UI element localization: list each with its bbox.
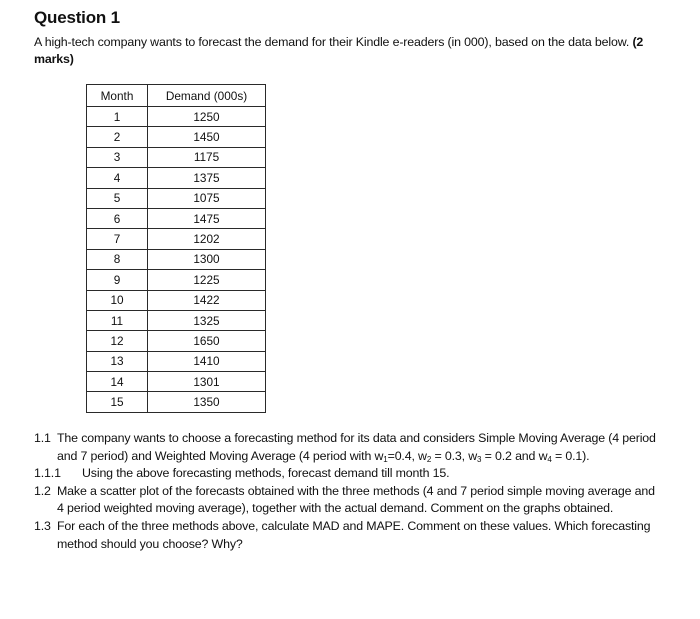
intro-paragraph bbox=[34, 34, 664, 68]
question-title: Question 1 bbox=[34, 8, 120, 27]
question-1-1 bbox=[34, 430, 656, 465]
question-1-2 bbox=[34, 483, 656, 518]
question-list bbox=[34, 430, 656, 553]
month-cell: 3 bbox=[87, 147, 148, 167]
table-row bbox=[87, 310, 266, 330]
question-number: 1.2 bbox=[34, 483, 51, 498]
question-text: Using the above forecasting methods, forecast demand till month 15. bbox=[82, 466, 450, 481]
question-number: 1.3 bbox=[34, 518, 51, 533]
weight-subscript: 2 bbox=[426, 454, 432, 464]
table-row bbox=[87, 290, 266, 310]
demand-cell: 1475 bbox=[148, 208, 266, 228]
question-text bbox=[57, 431, 656, 463]
marks-label: (2 marks) bbox=[34, 35, 644, 66]
month-cell: 8 bbox=[87, 249, 148, 269]
month-cell: 1 bbox=[87, 107, 148, 127]
demand-cell: 1225 bbox=[148, 270, 266, 290]
question-1-3 bbox=[34, 518, 656, 553]
demand-cell: 1650 bbox=[148, 331, 266, 351]
question-number: 1.1 bbox=[34, 431, 51, 445]
question-text-part: = 0.2 and w bbox=[481, 448, 548, 463]
table-header-row bbox=[87, 85, 266, 107]
demand-cell: 1375 bbox=[148, 168, 266, 188]
month-cell: 6 bbox=[87, 208, 148, 228]
weight-subscript: 1 bbox=[383, 454, 388, 464]
question-1-1-1 bbox=[34, 465, 656, 483]
question-text-part: = 0.1). bbox=[551, 448, 590, 463]
demand-cell: 1325 bbox=[148, 310, 266, 330]
table-row bbox=[87, 331, 266, 351]
question-text-part: = 0.3, w bbox=[431, 448, 478, 463]
month-cell: 9 bbox=[87, 270, 148, 290]
question-number: 1.1.1 bbox=[34, 466, 61, 481]
table-row bbox=[87, 208, 266, 228]
table-row bbox=[87, 147, 266, 167]
demand-cell: 1410 bbox=[148, 351, 266, 371]
month-cell: 2 bbox=[87, 127, 148, 147]
month-cell: 15 bbox=[87, 392, 148, 412]
question-text-part: =0.4, w bbox=[387, 448, 427, 463]
table-row bbox=[87, 351, 266, 371]
question-text: For each of the three methods above, calculate MAD and MAPE. Comment on these values. Which forecasting method should you choose? Why? bbox=[57, 518, 651, 551]
month-cell: 10 bbox=[87, 290, 148, 310]
weight-subscript: 3 bbox=[477, 454, 482, 464]
question-text-part: The company wants to choose a forecasting method for its data and considers Simple Moving Average (4 period and 7 period) and Weighted Moving Average (4 period with w bbox=[57, 431, 656, 463]
intro-text: A high-tech company wants to forecast the demand for their Kindle e-readers (in 000), based on the data below. bbox=[34, 35, 630, 49]
table-row bbox=[87, 168, 266, 188]
table-row bbox=[87, 229, 266, 249]
month-cell: 4 bbox=[87, 168, 148, 188]
month-cell: 13 bbox=[87, 351, 148, 371]
table-row bbox=[87, 127, 266, 147]
demand-cell: 1450 bbox=[148, 127, 266, 147]
table-row bbox=[87, 107, 266, 127]
month-cell: 14 bbox=[87, 372, 148, 392]
month-cell: 7 bbox=[87, 229, 148, 249]
demand-table bbox=[86, 84, 266, 413]
demand-cell: 1350 bbox=[148, 392, 266, 412]
table-row bbox=[87, 372, 266, 392]
table-row bbox=[87, 392, 266, 412]
demand-cell: 1175 bbox=[148, 147, 266, 167]
weight-subscript: 4 bbox=[547, 454, 552, 464]
month-cell: 5 bbox=[87, 188, 148, 208]
month-cell: 11 bbox=[87, 310, 148, 330]
demand-cell: 1300 bbox=[148, 249, 266, 269]
header-demand: Demand (000s) bbox=[148, 85, 266, 107]
header-month: Month bbox=[87, 85, 148, 107]
demand-cell: 1075 bbox=[148, 188, 266, 208]
table-row bbox=[87, 188, 266, 208]
question-text: Make a scatter plot of the forecasts obtained with the three methods (4 and 7 period simple moving average and 4 period weighted moving average), together with the actual demand. Comment on the graphs obtained. bbox=[57, 483, 655, 516]
table-row bbox=[87, 270, 266, 290]
table-row bbox=[87, 249, 266, 269]
month-cell: 12 bbox=[87, 331, 148, 351]
demand-cell: 1202 bbox=[148, 229, 266, 249]
demand-cell: 1422 bbox=[148, 290, 266, 310]
demand-cell: 1301 bbox=[148, 372, 266, 392]
demand-cell: 1250 bbox=[148, 107, 266, 127]
